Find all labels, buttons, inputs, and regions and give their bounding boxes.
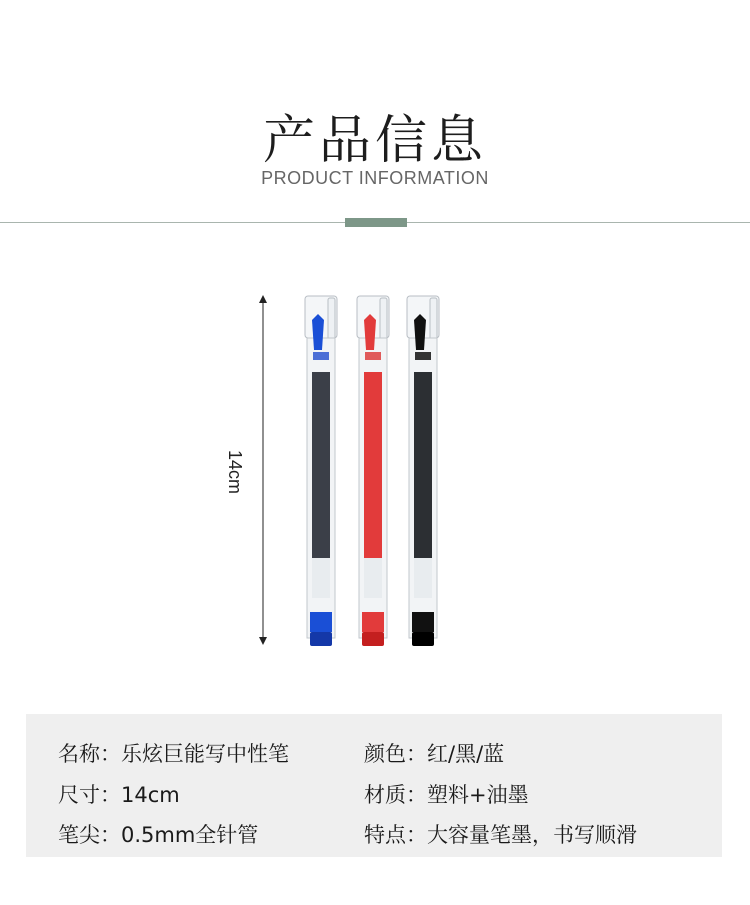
spec-material-value: 塑料+油墨 — [427, 783, 529, 807]
dimension-label: 14cm — [225, 450, 245, 495]
blue-gel-pen — [298, 292, 344, 656]
spec-separator: ： — [100, 742, 121, 766]
spec-name-key: 名称 — [58, 742, 100, 766]
spec-size-value: 14cm — [121, 783, 180, 807]
spec-tip-value: 0.5mm全针管 — [121, 823, 259, 847]
product-specs-panel — [26, 714, 722, 857]
spec-separator: ： — [100, 823, 121, 847]
spec-tip — [58, 819, 258, 849]
spec-feature-value: 大容量笔墨，书写顺滑 — [427, 823, 637, 847]
spec-separator: ： — [406, 823, 427, 847]
accent-bar — [345, 218, 407, 227]
spec-color-value: 红/黑/蓝 — [427, 742, 505, 766]
spec-name — [58, 738, 289, 768]
spec-size — [58, 779, 180, 809]
spec-material-key: 材质 — [364, 783, 406, 807]
spec-separator: ： — [406, 742, 427, 766]
spec-color — [364, 738, 504, 768]
spec-separator: ： — [100, 783, 121, 807]
spec-material — [364, 779, 529, 809]
spec-feature — [364, 819, 637, 849]
spec-feature-key: 特点 — [364, 823, 406, 847]
spec-size-key: 尺寸 — [58, 783, 100, 807]
dimension-arrow-icon — [253, 295, 273, 645]
spec-color-key: 颜色 — [364, 742, 406, 766]
spec-separator: ： — [406, 783, 427, 807]
page-subtitle: PRODUCT INFORMATION — [261, 168, 489, 188]
spec-name-value: 乐炫巨能写中性笔 — [121, 742, 289, 766]
black-gel-pen — [400, 292, 446, 656]
red-gel-pen — [350, 292, 396, 656]
page-title: 产品信息 — [262, 111, 487, 171]
spec-tip-key: 笔尖 — [58, 823, 100, 847]
